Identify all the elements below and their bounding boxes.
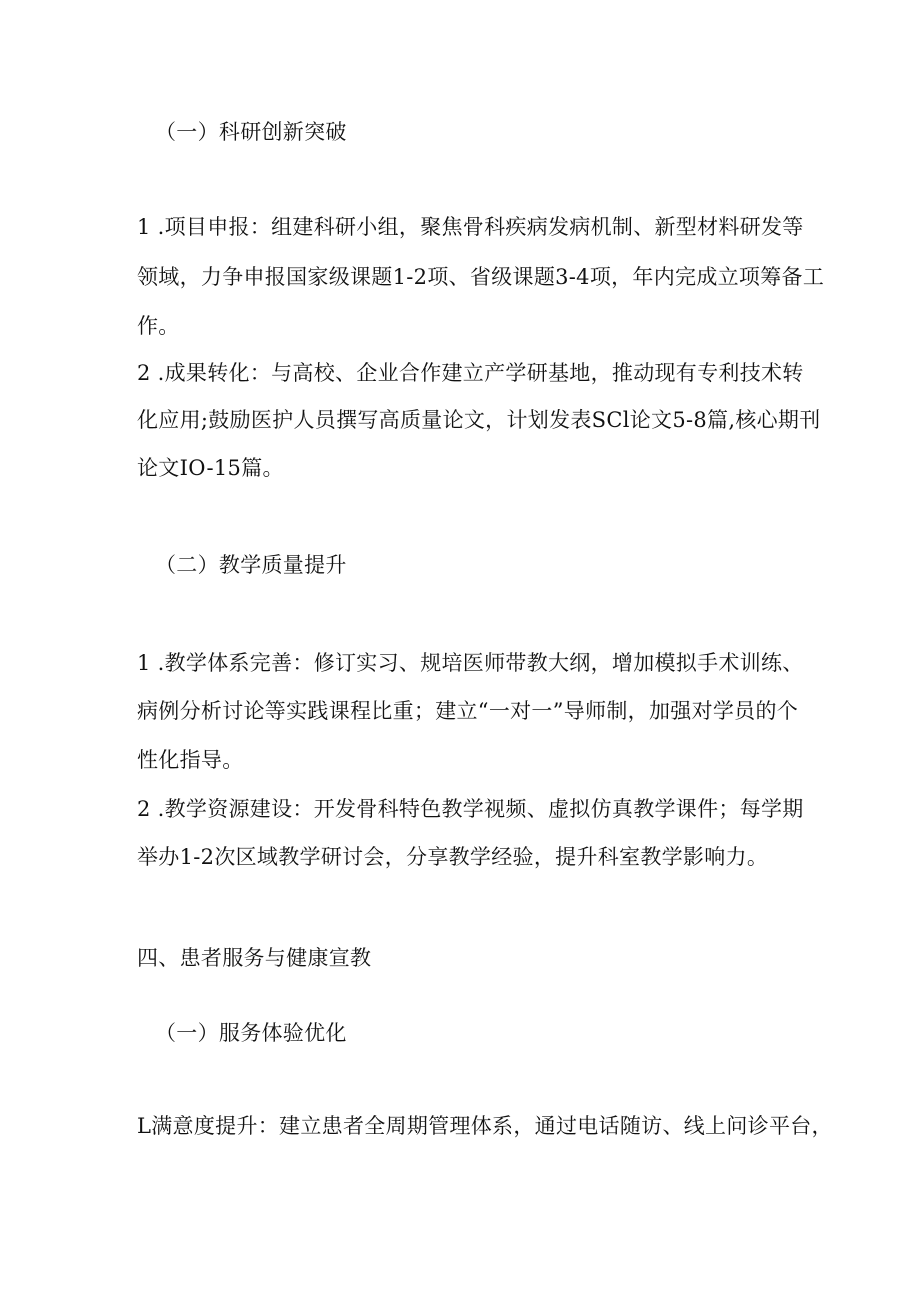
paragraph-line: 1 .项目申报：组建科研小组，聚焦骨科疾病发病机制、新型材料研发等 bbox=[137, 215, 804, 239]
paragraph-line: 病例分析讨论等实践课程比重；建立“一对一”导师制，加强对学员的个 bbox=[137, 699, 799, 723]
section-heading-teaching: （二）教学质量提升 bbox=[155, 553, 347, 577]
chapter-heading-patient-service: 四、患者服务与健康宣教 bbox=[137, 946, 372, 970]
paragraph-line: 化应用;鼓励医护人员撰写高质量论文，计划发表SCl论文5-8篇,核心期刊 bbox=[137, 408, 821, 432]
section-heading-service-experience: （一）服务体验优化 bbox=[155, 1021, 347, 1045]
paragraph-line: 性化指导。 bbox=[137, 748, 244, 772]
paragraph-line: 举办1-2次区域教学研讨会，分享教学经验，提升科室教学影响力。 bbox=[137, 845, 769, 869]
paragraph-line: 1 .教学体系完善：修订实习、规培医师带教大纲，增加模拟手术训练、 bbox=[137, 651, 804, 675]
paragraph-line: 2 .教学资源建设：开发骨科特色教学视频、虚拟仿真教学课件；每学期 bbox=[137, 797, 804, 821]
paragraph-line: 领域，力争申报国家级课题1-2项、省级课题3-4项，年内完成立项筹备工 bbox=[137, 265, 825, 289]
paragraph-line: 论文IO-15篇。 bbox=[137, 456, 284, 480]
paragraph-line: 2 .成果转化：与高校、企业合作建立产学研基地，推动现有专利技术转 bbox=[137, 361, 804, 385]
paragraph-line: 作。 bbox=[137, 314, 180, 338]
paragraph-line: L满意度提升：建立患者全周期管理体系，通过电话随访、线上问诊平台， bbox=[137, 1114, 833, 1138]
section-heading-research: （一）科研创新突破 bbox=[155, 120, 347, 144]
